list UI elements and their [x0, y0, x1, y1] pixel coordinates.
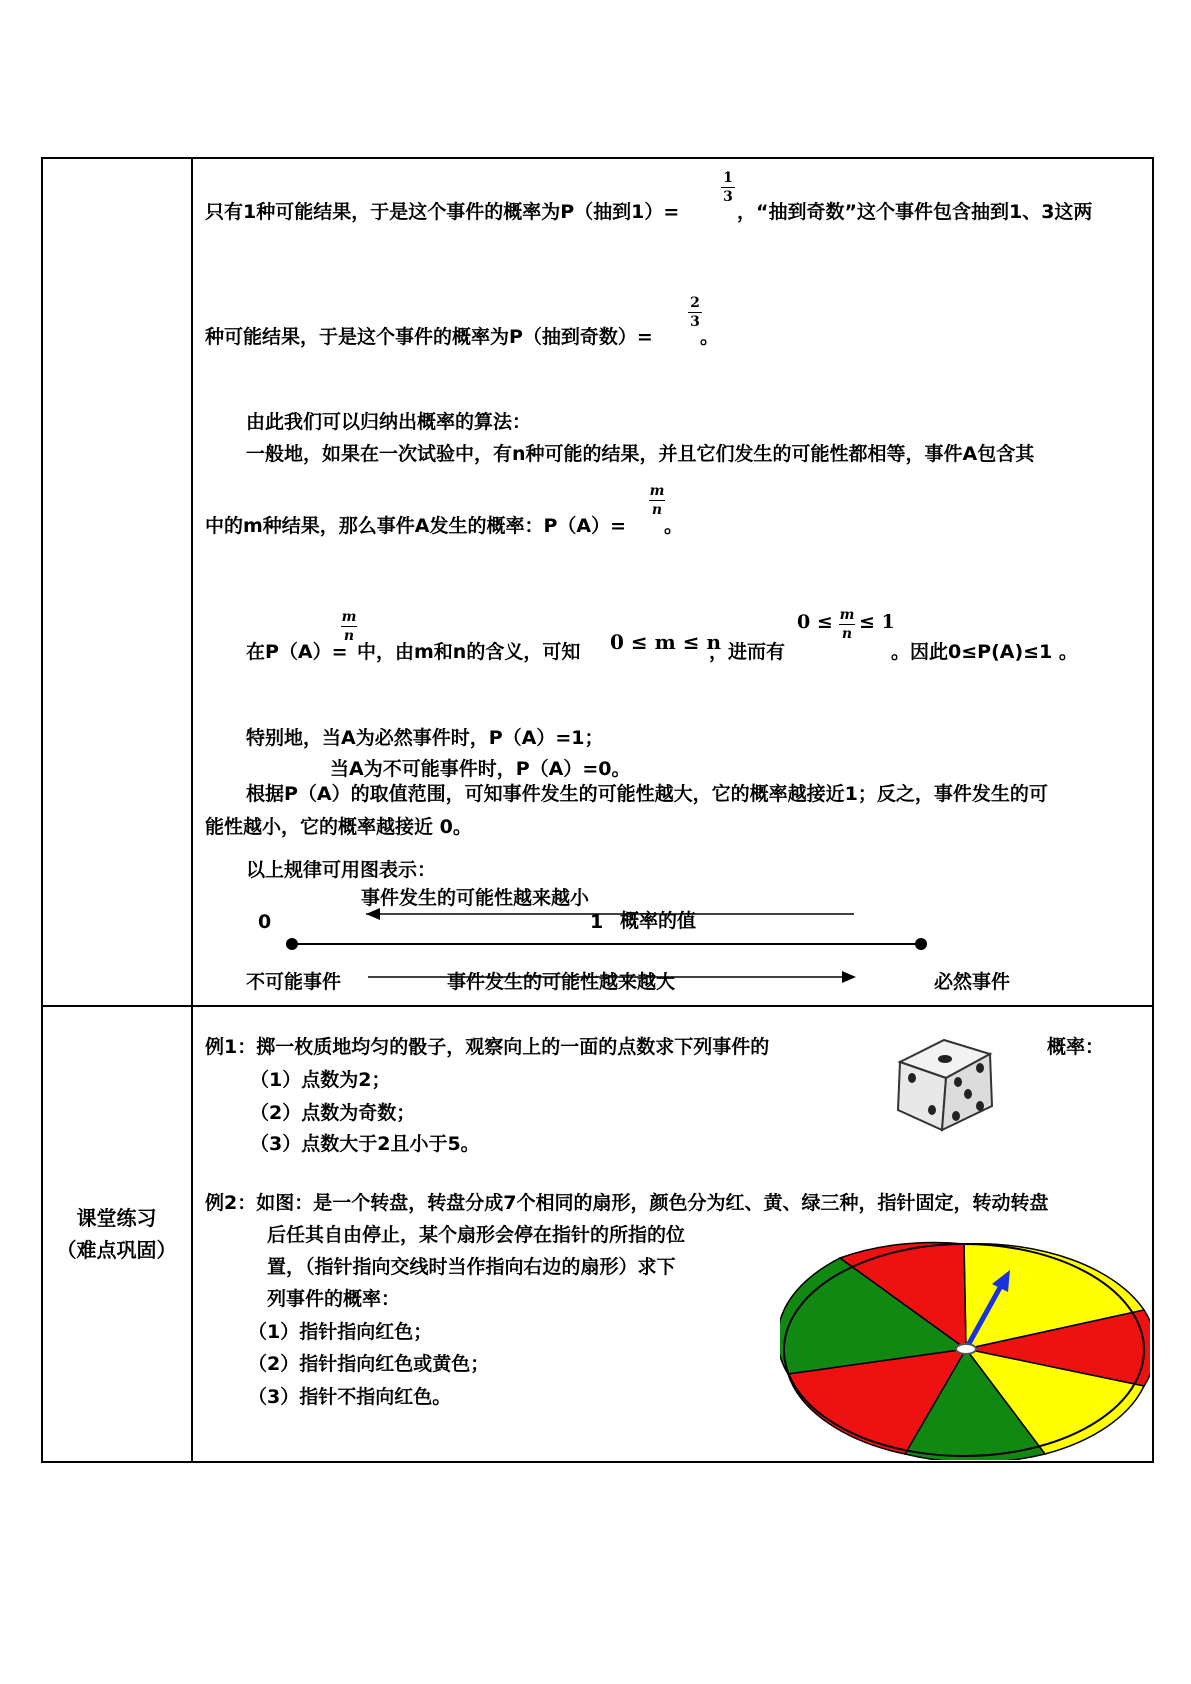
fraction-denominator: n [841, 626, 853, 642]
text-diagram-intro: 以上规律可用图表示： [246, 859, 437, 881]
text-rule-2: 能性越小，它的概率越接近 0。 [205, 816, 472, 838]
diagram-prob-value: 概率的值 [620, 910, 697, 932]
example1-text: 例1：掷一枚质地均匀的骰子，观察向上的一面的点数求下列事件的 [205, 1036, 770, 1058]
fraction-numerator: 2 [690, 295, 700, 311]
text-range-c: ，进而有 [709, 641, 786, 663]
text-line-2b: 。 [700, 326, 720, 348]
dice-pip [964, 1089, 972, 1099]
example1-item-2: （2）点数为奇数； [250, 1102, 416, 1124]
example2-text-3: 置，（指针指向交线时当作指向右边的扇形）求下 [267, 1256, 676, 1278]
side-label-2: （难点巩固） [56, 1238, 177, 1262]
example2-text-1: 例2：如图：是一个转盘，转盘分成7个相同的扇形，颜色分为红、黄、绿三种，指针固定，转动转盘 [205, 1192, 1049, 1214]
text-general-2b: 。 [664, 515, 684, 537]
example2-item-3: （3）指针不指向红色。 [248, 1386, 452, 1408]
diagram-zero: 0 [258, 911, 272, 933]
table-border-bottom [41, 1461, 1154, 1463]
example1-item-1: （1）点数为2； [250, 1069, 391, 1091]
fraction-m-over-n-3 [839, 607, 855, 642]
side-label-1: 课堂练习 [76, 1206, 157, 1230]
text-special-2: 当A为不可能事件时，P（A）=0。 [330, 758, 631, 780]
text-range-b: 中，由m和n的含义，可知 [357, 641, 581, 663]
example2-text-2: 后任其自由停止，某个扇形会停在指针的所指的位 [267, 1224, 686, 1246]
dice-pip [938, 1055, 952, 1063]
dice-pip [928, 1105, 936, 1115]
fraction-denominator: n [343, 628, 355, 644]
fraction-denominator: 3 [690, 314, 700, 330]
diagram-impossible: 不可能事件 [246, 971, 342, 993]
text-range-a: 在P（A）= [246, 641, 348, 663]
text-range-d: 。因此0≤P(A)≤1 。 [891, 641, 1078, 663]
table-border-top [41, 157, 1154, 159]
dice-pip [976, 1063, 984, 1073]
table-column-divider [191, 157, 193, 1463]
fraction-one-third [721, 170, 735, 205]
spinner-diagram [780, 1240, 1150, 1460]
inequality-left: 0 ≤ [797, 611, 833, 633]
fraction-numerator: m [649, 483, 665, 499]
table-border-left [41, 157, 43, 1463]
dice-pip [976, 1101, 984, 1111]
table-border-right [1152, 157, 1154, 1463]
dice-pip [908, 1073, 916, 1083]
table-row-divider [41, 1005, 1154, 1007]
text-line-2a: 种可能结果，于是这个事件的概率为P（抽到奇数）= [205, 326, 653, 348]
diagram-certain: 必然事件 [934, 971, 1011, 993]
example1-item-3: （3）点数大于2且小于5。 [250, 1133, 480, 1155]
text-line-1b: ，“抽到奇数”这个事件包含抽到1、3这两 [737, 201, 1093, 223]
text-rule-1: 根据P（A）的取值范围，可知事件发生的可能性越大，它的概率越接近1；反之，事件发生的可 [246, 783, 1048, 805]
dice-image [872, 1020, 1032, 1140]
diagram-top-label: 事件发生的可能性越来越小 [361, 887, 590, 909]
dice-pip [952, 1111, 960, 1121]
fraction-denominator: 3 [723, 189, 733, 205]
spinner-hub [956, 1344, 976, 1354]
fraction-numerator: m [341, 609, 357, 625]
fraction-denominator: n [651, 502, 663, 518]
inequality-m-n: 0 ≤ m ≤ n [610, 630, 721, 654]
point-zero [286, 938, 298, 950]
arrow-head-right [842, 971, 856, 983]
example2-item-1: （1）指针指向红色； [248, 1321, 433, 1343]
fraction-numerator: m [839, 607, 855, 623]
example1-text-end: 概率： [1047, 1036, 1105, 1058]
example2-text-4: 列事件的概率： [267, 1288, 401, 1310]
inequality-right: ≤ 1 [859, 611, 895, 633]
text-general-2a: 中的m种结果，那么事件A发生的概率：P（A）= [205, 515, 627, 537]
example2-item-2: （2）指针指向红色或黄色； [248, 1353, 490, 1375]
text-line-1a: 只有1种可能结果，于是这个事件的概率为P（抽到1）= [205, 201, 680, 223]
diagram-one: 1 [590, 911, 604, 933]
text-general-1: 一般地，如果在一次试验中，有n种可能的结果，并且它们发生的可能性都相等，事件A包含其 [246, 443, 1035, 465]
fraction-numerator: 1 [723, 170, 733, 186]
side-label [42, 1202, 191, 1266]
diagram-bottom-label: 事件发生的可能性越来越大 [447, 971, 676, 993]
fraction-m-over-n-2 [341, 609, 357, 644]
fraction-m-over-n [649, 483, 665, 518]
point-one [915, 938, 927, 950]
text-induce: 由此我们可以归纳出概率的算法： [246, 411, 532, 433]
dice-pip [954, 1077, 962, 1087]
text-special-1: 特别地，当A为必然事件时，P（A）=1； [246, 727, 604, 749]
